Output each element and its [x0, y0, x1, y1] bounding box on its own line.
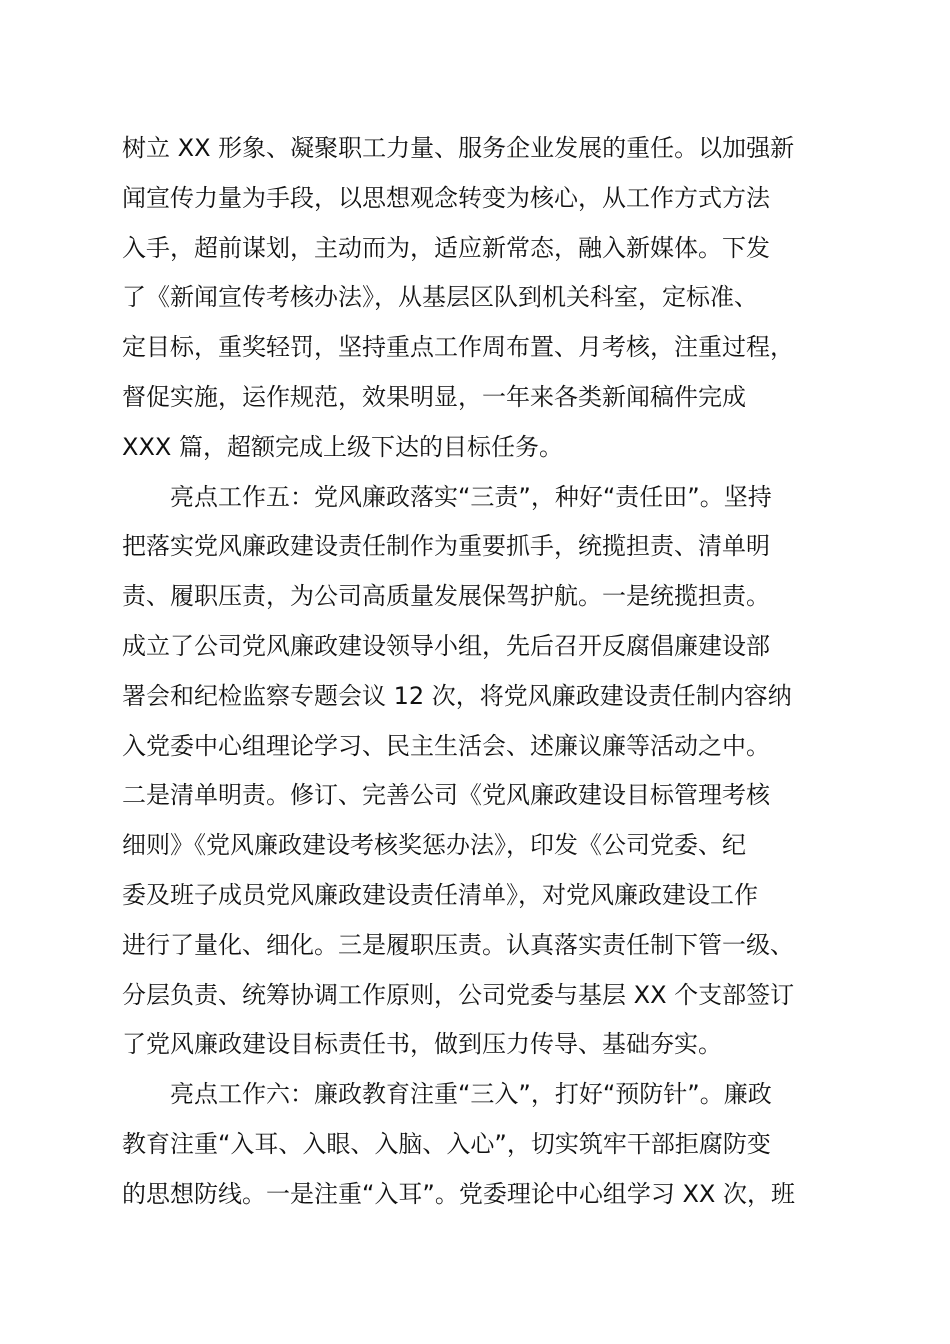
text-line: 成立了公司党风廉政建设领导小组，先后召开反腐倡廉建设部 [122, 631, 770, 660]
text-line: 了党风廉政建设目标责任书，做到压力传导、基础夯实。 [122, 1030, 722, 1059]
text-line: 了《新闻宣传考核办法》，从基层区队到机关科室，定标准、 [122, 283, 758, 312]
body-text [122, 124, 862, 1220]
text-line: 署会和纪检监察专题会议 12 次，将党风廉政建设责任制内容纳 [122, 681, 792, 710]
text-line: 入手，超前谋划，主动而为，适应新常态，融入新媒体。下发 [122, 233, 770, 262]
paragraph-start-line: 亮点工作五：党风廉政落实“三责”，种好“责任田”。坚持 [122, 482, 772, 511]
text-line: 闻宣传力量为手段，以思想观念转变为核心，从工作方式方法 [122, 183, 770, 212]
text-line: 细则》《党风廉政建设考核奖惩办法》，印发《公司党委、纪 [122, 831, 746, 860]
text-line: 把落实党风廉政建设责任制作为重要抓手，统揽担责、清单明 [122, 532, 770, 561]
text-line: 教育注重“入耳、入眼、入脑、入心”，切实筑牢干部拒腐防变 [122, 1129, 771, 1158]
paragraph-start-line: 亮点工作六：廉政教育注重“三入”，打好“预防针”。廉政 [122, 1080, 772, 1109]
text-line: XXX 篇，超额完成上级下达的目标任务。 [122, 432, 563, 461]
text-line: 督促实施，运作规范，效果明显，一年来各类新闻稿件完成 [122, 382, 746, 411]
text-line: 树立 XX 形象、凝聚职工力量、服务企业发展的重任。以加强新 [122, 134, 795, 162]
text-line: 二是清单明责。修订、完善公司《党风廉政建设目标管理考核 [122, 781, 770, 810]
text-line: 委及班子成员党风廉政建设责任清单》，对党风廉政建设工作 [122, 880, 758, 909]
text-line: 入党委中心组理论学习、民主生活会、述廉议廉等活动之中。 [122, 731, 770, 760]
text-line: 分层负责、统筹协调工作原则，公司党委与基层 XX 个支部签订 [122, 980, 795, 1009]
text-line: 责、履职压责，为公司高质量发展保驾护航。一是统揽担责。 [122, 582, 770, 611]
text-line: 的思想防线。一是注重“入耳”。党委理论中心组学习 XX 次，班 [122, 1179, 796, 1208]
text-line: 进行了量化、细化。三是履职压责。认真落实责任制下管一级、 [122, 930, 794, 959]
text-line: 定目标，重奖轻罚，坚持重点工作周布置、月考核，注重过程， [122, 333, 794, 362]
